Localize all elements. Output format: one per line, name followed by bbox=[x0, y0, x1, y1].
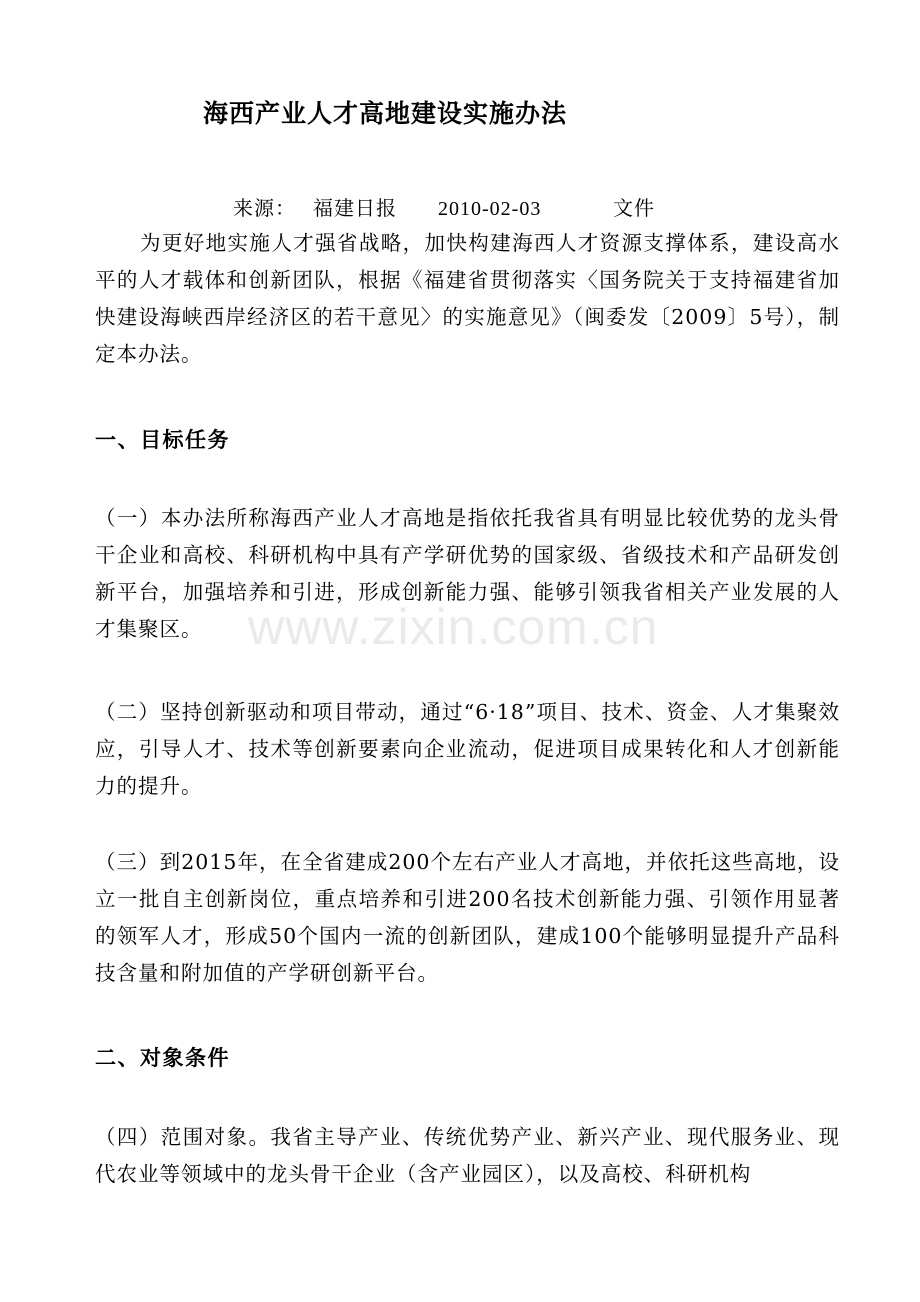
section-heading-targets: 二、对象条件 bbox=[95, 1045, 230, 1070]
source-label: 来源： bbox=[233, 196, 296, 220]
source-type: 文件 bbox=[613, 196, 655, 220]
source-date: 2010-02-03 bbox=[438, 198, 542, 220]
watermark: www.zixin.com.cn bbox=[248, 599, 659, 655]
section-heading-goals: 一、目标任务 bbox=[95, 427, 230, 452]
intro-paragraph: 为更好地实施人才强省战略，加快构建海西人才资源支撑体系，建设高水平的人才载体和创新团队，根据《福建省贯彻落实〈国务院关于支持福建省加快建设海峡西岸经济区的若干意见〉的实施意见》（闽委发〔2009〕5号），制定本办法。 bbox=[95, 231, 840, 366]
source-paper: 福建日报 bbox=[313, 196, 397, 220]
document-title: 海西产业人才高地建设实施办法 bbox=[203, 99, 568, 128]
source-line bbox=[233, 192, 655, 221]
paragraph-item-4: （四）范围对象。我省主导产业、传统优势产业、新兴产业、现代服务业、现代农业等领域中的龙头骨干企业（含产业园区），以及高校、科研机构 bbox=[95, 1125, 840, 1186]
paragraph-item-3: （三）到2015年，在全省建成200个左右产业人才高地，并依托这些高地，设立一批自主创新岗位，重点培养和引进200名技术创新能力强、引领作用显著的领军人才，形成50个国内一流的创新团队，建成100个能够明显提升产品科技含量和附加值的产学研创新平台。 bbox=[95, 850, 840, 985]
paragraph-item-1: （一）本办法所称海西产业人才高地是指依托我省具有明显比较优势的龙头骨干企业和高校、科研机构中具有产学研优势的国家级、省级技术和产品研发创新平台，加强培养和引进，形成创新能力强、能够引领我省相关产业发展的人才集聚区。 bbox=[95, 506, 840, 641]
paragraph-item-2: （二）坚持创新驱动和项目带动，通过“6·18”项目、技术、资金、人才集聚效应，引导人才、技术等创新要素向企业流动，促进项目成果转化和人才创新能力的提升。 bbox=[95, 700, 840, 798]
